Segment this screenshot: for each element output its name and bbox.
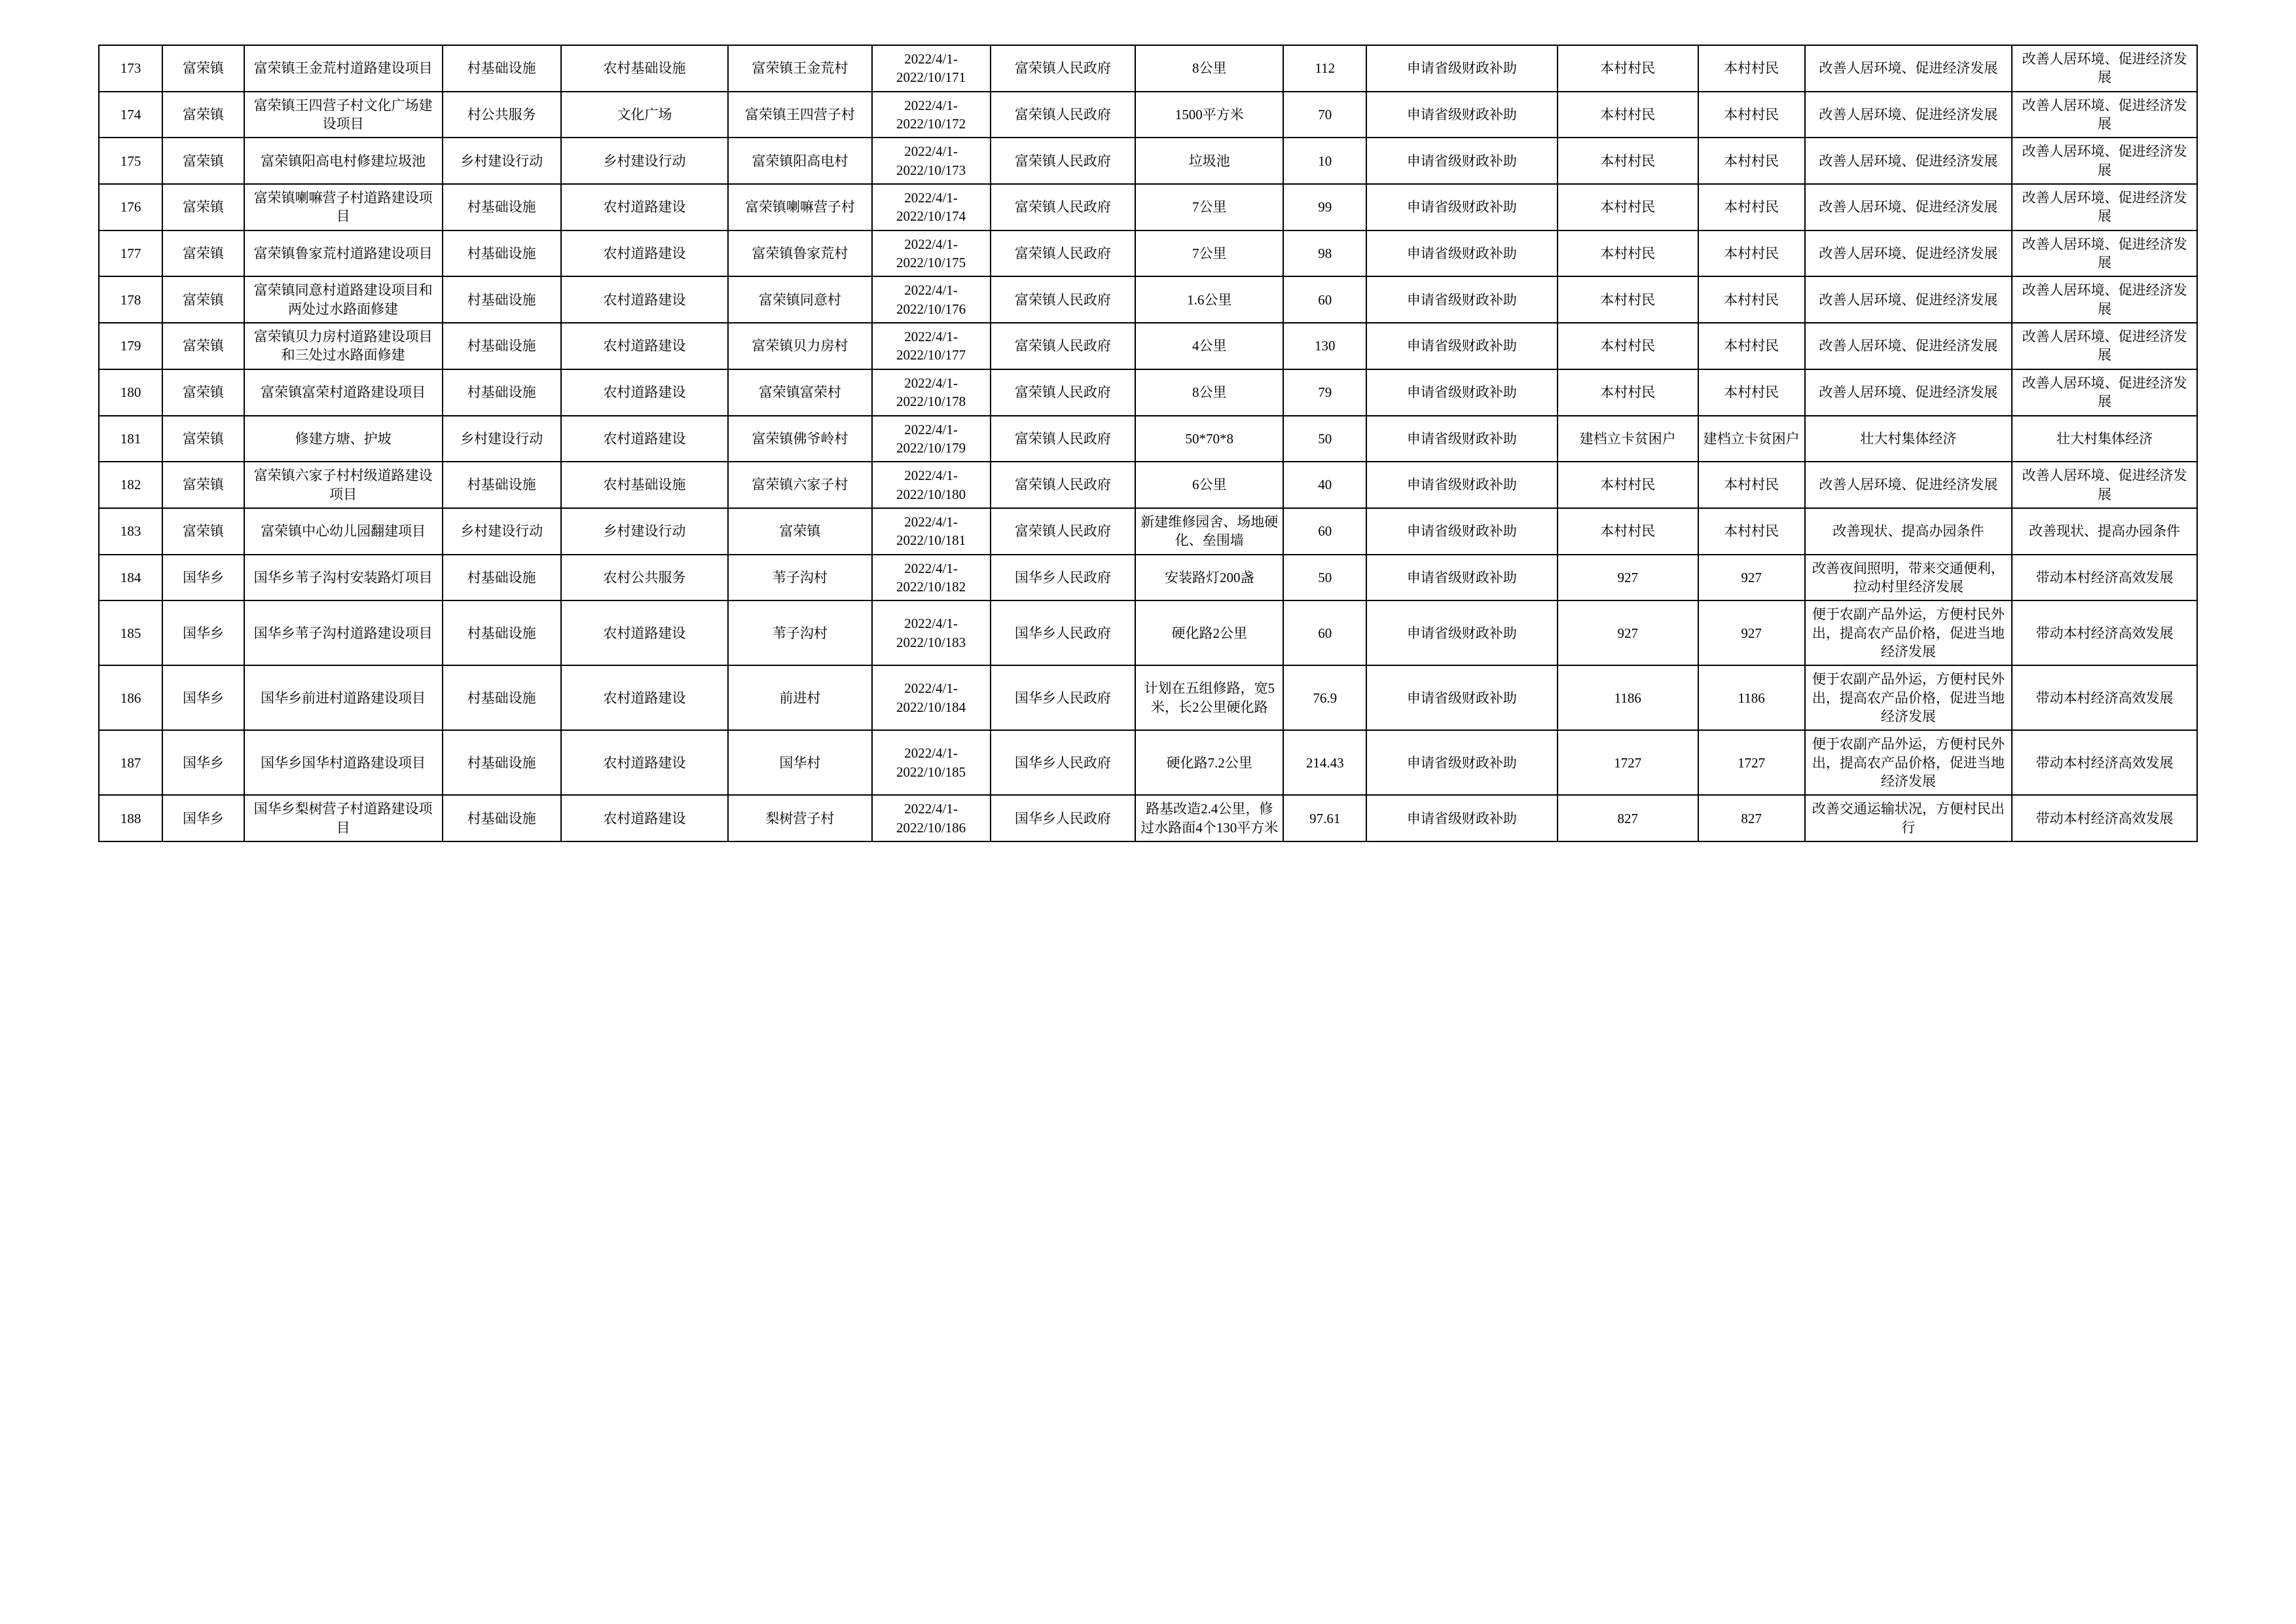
cell-construction-scale: 50*70*8 [1135,416,1283,462]
cell-funding-amount: 60 [1283,508,1366,555]
cell-performance-goal: 改善人居环境、促进经济发展 [1805,231,2013,277]
cell-linkage-mechanism: 带动本村经济高效发展 [2012,665,2197,730]
cell-category: 乡村建设行动 [443,508,561,555]
cell-village: 富荣镇同意村 [728,276,871,323]
table-row [99,665,2197,730]
cell-category: 乡村建设行动 [443,416,561,462]
cell-funding-source: 申请省级财政补助 [1366,416,1558,462]
period-end: 2022/10/172 [896,116,966,132]
cell-construction-scale: 8公里 [1135,45,1283,92]
period-end: 2022/10/175 [896,255,966,271]
cell-funding-amount: 60 [1283,276,1366,323]
cell-village: 苇子沟村 [728,600,871,665]
table-row [99,730,2197,795]
cell-construction-scale: 7公里 [1135,184,1283,231]
cell-township: 富荣镇 [162,323,244,369]
cell-category: 村基础设施 [443,231,561,277]
table-row [99,231,2197,277]
cell-beneficiary-count: 本村村民 [1698,184,1805,231]
period-start: 2022/4/1- [904,421,958,437]
cell-period [872,276,991,323]
cell-funding-amount: 98 [1283,231,1366,277]
period-start: 2022/4/1- [904,190,958,206]
cell-implementing-unit: 富荣镇人民政府 [991,138,1136,184]
cell-funding-source: 申请省级财政补助 [1366,276,1558,323]
cell-project-name: 富荣镇王金荒村道路建设项目 [244,45,443,92]
cell-construction-scale: 硬化路7.2公里 [1135,730,1283,795]
cell-serial-number: 178 [99,276,162,323]
cell-township: 国华乡 [162,555,244,601]
cell-township: 富荣镇 [162,138,244,184]
period-start: 2022/4/1- [904,97,958,113]
period-end: 2022/10/184 [896,699,966,715]
cell-beneficiary-count: 827 [1698,795,1805,841]
cell-serial-number: 179 [99,323,162,369]
cell-category: 村基础设施 [443,323,561,369]
cell-linkage-mechanism: 改善人居环境、促进经济发展 [2012,184,2197,231]
cell-project-name: 富荣镇喇嘛营子村道路建设项目 [244,184,443,231]
period-end: 2022/10/173 [896,162,966,178]
cell-village: 富荣镇六家子村 [728,462,871,508]
cell-category: 村基础设施 [443,730,561,795]
cell-serial-number: 175 [99,138,162,184]
table-row [99,92,2197,138]
cell-funding-source: 申请省级财政补助 [1366,369,1558,416]
cell-township: 富荣镇 [162,462,244,508]
table-row [99,508,2197,555]
cell-funding-amount: 112 [1283,45,1366,92]
cell-beneficiary-count: 本村村民 [1698,45,1805,92]
cell-period [872,369,991,416]
cell-funding-amount: 76.9 [1283,665,1366,730]
cell-project-type: 农村公共服务 [561,555,729,601]
cell-implementing-unit: 富荣镇人民政府 [991,92,1136,138]
cell-serial-number: 174 [99,92,162,138]
cell-village: 富荣镇阳高电村 [728,138,871,184]
cell-period [872,730,991,795]
cell-beneficiary: 本村村民 [1558,138,1698,184]
cell-project-name: 富荣镇贝力房村道路建设项目和三处过水路面修建 [244,323,443,369]
cell-project-type: 农村道路建设 [561,665,729,730]
cell-linkage-mechanism: 改善人居环境、促进经济发展 [2012,462,2197,508]
cell-beneficiary-count: 1727 [1698,730,1805,795]
cell-project-name: 富荣镇鲁家荒村道路建设项目 [244,231,443,277]
cell-performance-goal: 便于农副产品外运，方便村民外出，提高农产品价格，促进当地经济发展 [1805,665,2013,730]
cell-village: 富荣镇王金荒村 [728,45,871,92]
cell-performance-goal: 改善人居环境、促进经济发展 [1805,323,2013,369]
table-row [99,276,2197,323]
cell-funding-amount: 40 [1283,462,1366,508]
cell-serial-number: 186 [99,665,162,730]
cell-project-type: 农村基础设施 [561,462,729,508]
table-row [99,45,2197,92]
cell-funding-source: 申请省级财政补助 [1366,92,1558,138]
period-end: 2022/10/182 [896,578,966,595]
period-end: 2022/10/171 [896,69,966,86]
cell-project-type: 农村道路建设 [561,276,729,323]
cell-construction-scale: 垃圾池 [1135,138,1283,184]
cell-implementing-unit: 富荣镇人民政府 [991,45,1136,92]
cell-serial-number: 183 [99,508,162,555]
cell-construction-scale: 6公里 [1135,462,1283,508]
cell-period [872,45,991,92]
table-row [99,323,2197,369]
table-row [99,416,2197,462]
cell-serial-number: 173 [99,45,162,92]
cell-implementing-unit: 国华乡人民政府 [991,555,1136,601]
cell-implementing-unit: 国华乡人民政府 [991,795,1136,841]
period-end: 2022/10/177 [896,347,966,363]
cell-beneficiary-count: 本村村民 [1698,231,1805,277]
table-row [99,138,2197,184]
cell-beneficiary: 本村村民 [1558,462,1698,508]
cell-project-name: 富荣镇王四营子村文化广场建设项目 [244,92,443,138]
cell-project-name: 富荣镇六家子村村级道路建设项目 [244,462,443,508]
period-start: 2022/4/1- [904,513,958,530]
cell-category: 乡村建设行动 [443,138,561,184]
cell-implementing-unit: 国华乡人民政府 [991,665,1136,730]
cell-implementing-unit: 富荣镇人民政府 [991,323,1136,369]
cell-township: 富荣镇 [162,276,244,323]
cell-category: 村基础设施 [443,665,561,730]
cell-linkage-mechanism: 改善人居环境、促进经济发展 [2012,92,2197,138]
cell-beneficiary: 本村村民 [1558,508,1698,555]
cell-linkage-mechanism: 改善现状、提高办园条件 [2012,508,2197,555]
cell-linkage-mechanism: 带动本村经济高效发展 [2012,795,2197,841]
cell-funding-source: 申请省级财政补助 [1366,138,1558,184]
cell-beneficiary-count: 927 [1698,555,1805,601]
cell-funding-source: 申请省级财政补助 [1366,600,1558,665]
cell-construction-scale: 1500平方米 [1135,92,1283,138]
cell-funding-amount: 214.43 [1283,730,1366,795]
cell-project-name: 国华乡梨树营子村道路建设项目 [244,795,443,841]
cell-funding-amount: 50 [1283,416,1366,462]
cell-beneficiary-count: 927 [1698,600,1805,665]
cell-project-type: 文化广场 [561,92,729,138]
cell-township: 国华乡 [162,795,244,841]
cell-construction-scale: 硬化路2公里 [1135,600,1283,665]
cell-beneficiary-count: 1186 [1698,665,1805,730]
cell-township: 富荣镇 [162,92,244,138]
cell-funding-source: 申请省级财政补助 [1366,323,1558,369]
cell-performance-goal: 改善人居环境、促进经济发展 [1805,45,2013,92]
period-end: 2022/10/174 [896,208,966,225]
cell-funding-amount: 10 [1283,138,1366,184]
cell-construction-scale: 新建维修园舍、场地硬化、垒围墙 [1135,508,1283,555]
period-start: 2022/4/1- [904,616,958,632]
cell-serial-number: 185 [99,600,162,665]
cell-construction-scale: 4公里 [1135,323,1283,369]
cell-performance-goal: 改善人居环境、促进经济发展 [1805,276,2013,323]
cell-period [872,138,991,184]
cell-village: 苇子沟村 [728,555,871,601]
period-end: 2022/10/179 [896,439,966,456]
cell-beneficiary: 1186 [1558,665,1698,730]
cell-township: 国华乡 [162,600,244,665]
cell-linkage-mechanism: 改善人居环境、促进经济发展 [2012,276,2197,323]
cell-performance-goal: 改善交通运输状况，方便村民出行 [1805,795,2013,841]
cell-linkage-mechanism: 带动本村经济高效发展 [2012,600,2197,665]
period-start: 2022/4/1- [904,375,958,391]
cell-linkage-mechanism: 改善人居环境、促进经济发展 [2012,231,2197,277]
cell-serial-number: 176 [99,184,162,231]
cell-funding-source: 申请省级财政补助 [1366,184,1558,231]
cell-beneficiary: 本村村民 [1558,45,1698,92]
period-end: 2022/10/181 [896,532,966,549]
cell-linkage-mechanism: 带动本村经济高效发展 [2012,730,2197,795]
cell-performance-goal: 改善人居环境、促进经济发展 [1805,462,2013,508]
cell-construction-scale: 安装路灯200盏 [1135,555,1283,601]
cell-project-type: 农村道路建设 [561,730,729,795]
cell-implementing-unit: 富荣镇人民政府 [991,231,1136,277]
cell-serial-number: 182 [99,462,162,508]
cell-village: 富荣镇王四营子村 [728,92,871,138]
cell-period [872,184,991,231]
cell-beneficiary: 本村村民 [1558,323,1698,369]
cell-village: 富荣镇佛爷岭村 [728,416,871,462]
cell-performance-goal: 改善人居环境、促进经济发展 [1805,369,2013,416]
cell-township: 富荣镇 [162,45,244,92]
cell-funding-amount: 60 [1283,600,1366,665]
cell-performance-goal: 改善夜间照明，带来交通便利，拉动村里经济发展 [1805,555,2013,601]
cell-linkage-mechanism: 改善人居环境、促进经济发展 [2012,45,2197,92]
cell-beneficiary-count: 本村村民 [1698,369,1805,416]
table-body [99,45,2197,841]
cell-project-type: 农村道路建设 [561,369,729,416]
cell-township: 富荣镇 [162,231,244,277]
cell-village: 富荣镇喇嘛营子村 [728,184,871,231]
cell-construction-scale: 路基改造2.4公里，修过水路面4个130平方米 [1135,795,1283,841]
cell-category: 村基础设施 [443,369,561,416]
cell-beneficiary: 本村村民 [1558,231,1698,277]
cell-beneficiary: 本村村民 [1558,92,1698,138]
cell-beneficiary-count: 本村村民 [1698,462,1805,508]
cell-project-name: 国华乡苇子沟村道路建设项目 [244,600,443,665]
cell-beneficiary: 927 [1558,555,1698,601]
cell-beneficiary: 本村村民 [1558,276,1698,323]
cell-project-name: 国华乡国华村道路建设项目 [244,730,443,795]
cell-project-name: 国华乡苇子沟村安装路灯项目 [244,555,443,601]
cell-village: 国华村 [728,730,871,795]
cell-beneficiary: 1727 [1558,730,1698,795]
cell-serial-number: 177 [99,231,162,277]
table-row [99,795,2197,841]
cell-category: 村公共服务 [443,92,561,138]
period-start: 2022/4/1- [904,143,958,160]
cell-funding-source: 申请省级财政补助 [1366,730,1558,795]
period-start: 2022/4/1- [904,745,958,762]
cell-linkage-mechanism: 改善人居环境、促进经济发展 [2012,323,2197,369]
cell-project-name: 富荣镇阳高电村修建垃圾池 [244,138,443,184]
period-start: 2022/4/1- [904,680,958,697]
cell-beneficiary-count: 建档立卡贫困户 [1698,416,1805,462]
cell-implementing-unit: 富荣镇人民政府 [991,508,1136,555]
cell-beneficiary: 927 [1558,600,1698,665]
cell-performance-goal: 壮大村集体经济 [1805,416,2013,462]
cell-village: 富荣镇富荣村 [728,369,871,416]
cell-funding-amount: 70 [1283,92,1366,138]
cell-category: 村基础设施 [443,600,561,665]
cell-funding-source: 申请省级财政补助 [1366,555,1558,601]
cell-village: 富荣镇 [728,508,871,555]
cell-funding-source: 申请省级财政补助 [1366,45,1558,92]
cell-project-type: 农村基础设施 [561,45,729,92]
table-row [99,369,2197,416]
cell-beneficiary-count: 本村村民 [1698,276,1805,323]
cell-construction-scale: 7公里 [1135,231,1283,277]
cell-implementing-unit: 富荣镇人民政府 [991,184,1136,231]
cell-implementing-unit: 富荣镇人民政府 [991,462,1136,508]
cell-linkage-mechanism: 改善人居环境、促进经济发展 [2012,369,2197,416]
cell-funding-source: 申请省级财政补助 [1366,665,1558,730]
cell-project-type: 农村道路建设 [561,795,729,841]
period-start: 2022/4/1- [904,236,958,252]
cell-funding-amount: 50 [1283,555,1366,601]
period-start: 2022/4/1- [904,329,958,345]
cell-village: 梨树营子村 [728,795,871,841]
cell-funding-source: 申请省级财政补助 [1366,795,1558,841]
cell-project-type: 乡村建设行动 [561,138,729,184]
cell-category: 村基础设施 [443,555,561,601]
cell-linkage-mechanism: 带动本村经济高效发展 [2012,555,2197,601]
cell-project-name: 富荣镇中心幼儿园翻建项目 [244,508,443,555]
period-end: 2022/10/185 [896,764,966,780]
cell-project-name: 国华乡前进村道路建设项目 [244,665,443,730]
cell-township: 富荣镇 [162,416,244,462]
table-row [99,184,2197,231]
cell-project-type: 农村道路建设 [561,600,729,665]
cell-serial-number: 187 [99,730,162,795]
cell-linkage-mechanism: 改善人居环境、促进经济发展 [2012,138,2197,184]
cell-implementing-unit: 富荣镇人民政府 [991,416,1136,462]
cell-beneficiary: 本村村民 [1558,369,1698,416]
cell-beneficiary-count: 本村村民 [1698,323,1805,369]
cell-beneficiary: 建档立卡贫困户 [1558,416,1698,462]
cell-beneficiary-count: 本村村民 [1698,138,1805,184]
cell-category: 村基础设施 [443,795,561,841]
period-end: 2022/10/176 [896,301,966,317]
cell-performance-goal: 改善人居环境、促进经济发展 [1805,138,2013,184]
cell-period [872,416,991,462]
period-start: 2022/4/1- [904,560,958,576]
cell-project-name: 修建方塘、护坡 [244,416,443,462]
cell-funding-source: 申请省级财政补助 [1366,462,1558,508]
table-row [99,555,2197,601]
cell-implementing-unit: 国华乡人民政府 [991,600,1136,665]
cell-category: 村基础设施 [443,184,561,231]
cell-township: 国华乡 [162,730,244,795]
cell-period [872,508,991,555]
cell-construction-scale: 8公里 [1135,369,1283,416]
cell-project-type: 农村道路建设 [561,323,729,369]
project-list-table [98,45,2198,842]
cell-category: 村基础设施 [443,45,561,92]
cell-township: 富荣镇 [162,369,244,416]
cell-category: 村基础设施 [443,462,561,508]
cell-project-type: 农村道路建设 [561,416,729,462]
cell-implementing-unit: 富荣镇人民政府 [991,276,1136,323]
cell-period [872,92,991,138]
cell-period [872,323,991,369]
cell-performance-goal: 改善人居环境、促进经济发展 [1805,92,2013,138]
table-row [99,600,2197,665]
cell-village: 前进村 [728,665,871,730]
period-start: 2022/4/1- [904,282,958,299]
cell-beneficiary: 本村村民 [1558,184,1698,231]
period-end: 2022/10/178 [896,394,966,410]
period-end: 2022/10/186 [896,819,966,836]
cell-project-type: 农村道路建设 [561,184,729,231]
period-start: 2022/4/1- [904,801,958,817]
cell-performance-goal: 便于农副产品外运，方便村民外出，提高农产品价格，促进当地经济发展 [1805,730,2013,795]
cell-performance-goal: 便于农副产品外运，方便村民外出，提高农产品价格，促进当地经济发展 [1805,600,2013,665]
cell-village: 富荣镇贝力房村 [728,323,871,369]
cell-serial-number: 184 [99,555,162,601]
cell-category: 村基础设施 [443,276,561,323]
cell-project-name: 富荣镇同意村道路建设项目和两处过水路面修建 [244,276,443,323]
cell-performance-goal: 改善人居环境、促进经济发展 [1805,184,2013,231]
cell-funding-amount: 130 [1283,323,1366,369]
cell-linkage-mechanism: 壮大村集体经济 [2012,416,2197,462]
cell-serial-number: 188 [99,795,162,841]
cell-period [872,462,991,508]
period-end: 2022/10/183 [896,634,966,650]
cell-village: 富荣镇鲁家荒村 [728,231,871,277]
table-row [99,462,2197,508]
period-start: 2022/4/1- [904,51,958,67]
cell-project-name: 富荣镇富荣村道路建设项目 [244,369,443,416]
cell-beneficiary-count: 本村村民 [1698,92,1805,138]
cell-township: 富荣镇 [162,508,244,555]
cell-period [872,665,991,730]
cell-funding-amount: 99 [1283,184,1366,231]
cell-implementing-unit: 国华乡人民政府 [991,730,1136,795]
cell-serial-number: 181 [99,416,162,462]
cell-funding-source: 申请省级财政补助 [1366,231,1558,277]
cell-township: 富荣镇 [162,184,244,231]
period-start: 2022/4/1- [904,468,958,484]
cell-period [872,555,991,601]
cell-construction-scale: 1.6公里 [1135,276,1283,323]
cell-serial-number: 180 [99,369,162,416]
cell-implementing-unit: 富荣镇人民政府 [991,369,1136,416]
cell-performance-goal: 改善现状、提高办园条件 [1805,508,2013,555]
cell-funding-source: 申请省级财政补助 [1366,508,1558,555]
cell-beneficiary: 827 [1558,795,1698,841]
cell-beneficiary-count: 本村村民 [1698,508,1805,555]
cell-period [872,600,991,665]
cell-funding-amount: 97.61 [1283,795,1366,841]
cell-project-type: 乡村建设行动 [561,508,729,555]
cell-township: 国华乡 [162,665,244,730]
cell-project-type: 农村道路建设 [561,231,729,277]
cell-funding-amount: 79 [1283,369,1366,416]
period-end: 2022/10/180 [896,486,966,502]
cell-period [872,795,991,841]
cell-construction-scale: 计划在五组修路，宽5米，长2公里硬化路 [1135,665,1283,730]
cell-period [872,231,991,277]
